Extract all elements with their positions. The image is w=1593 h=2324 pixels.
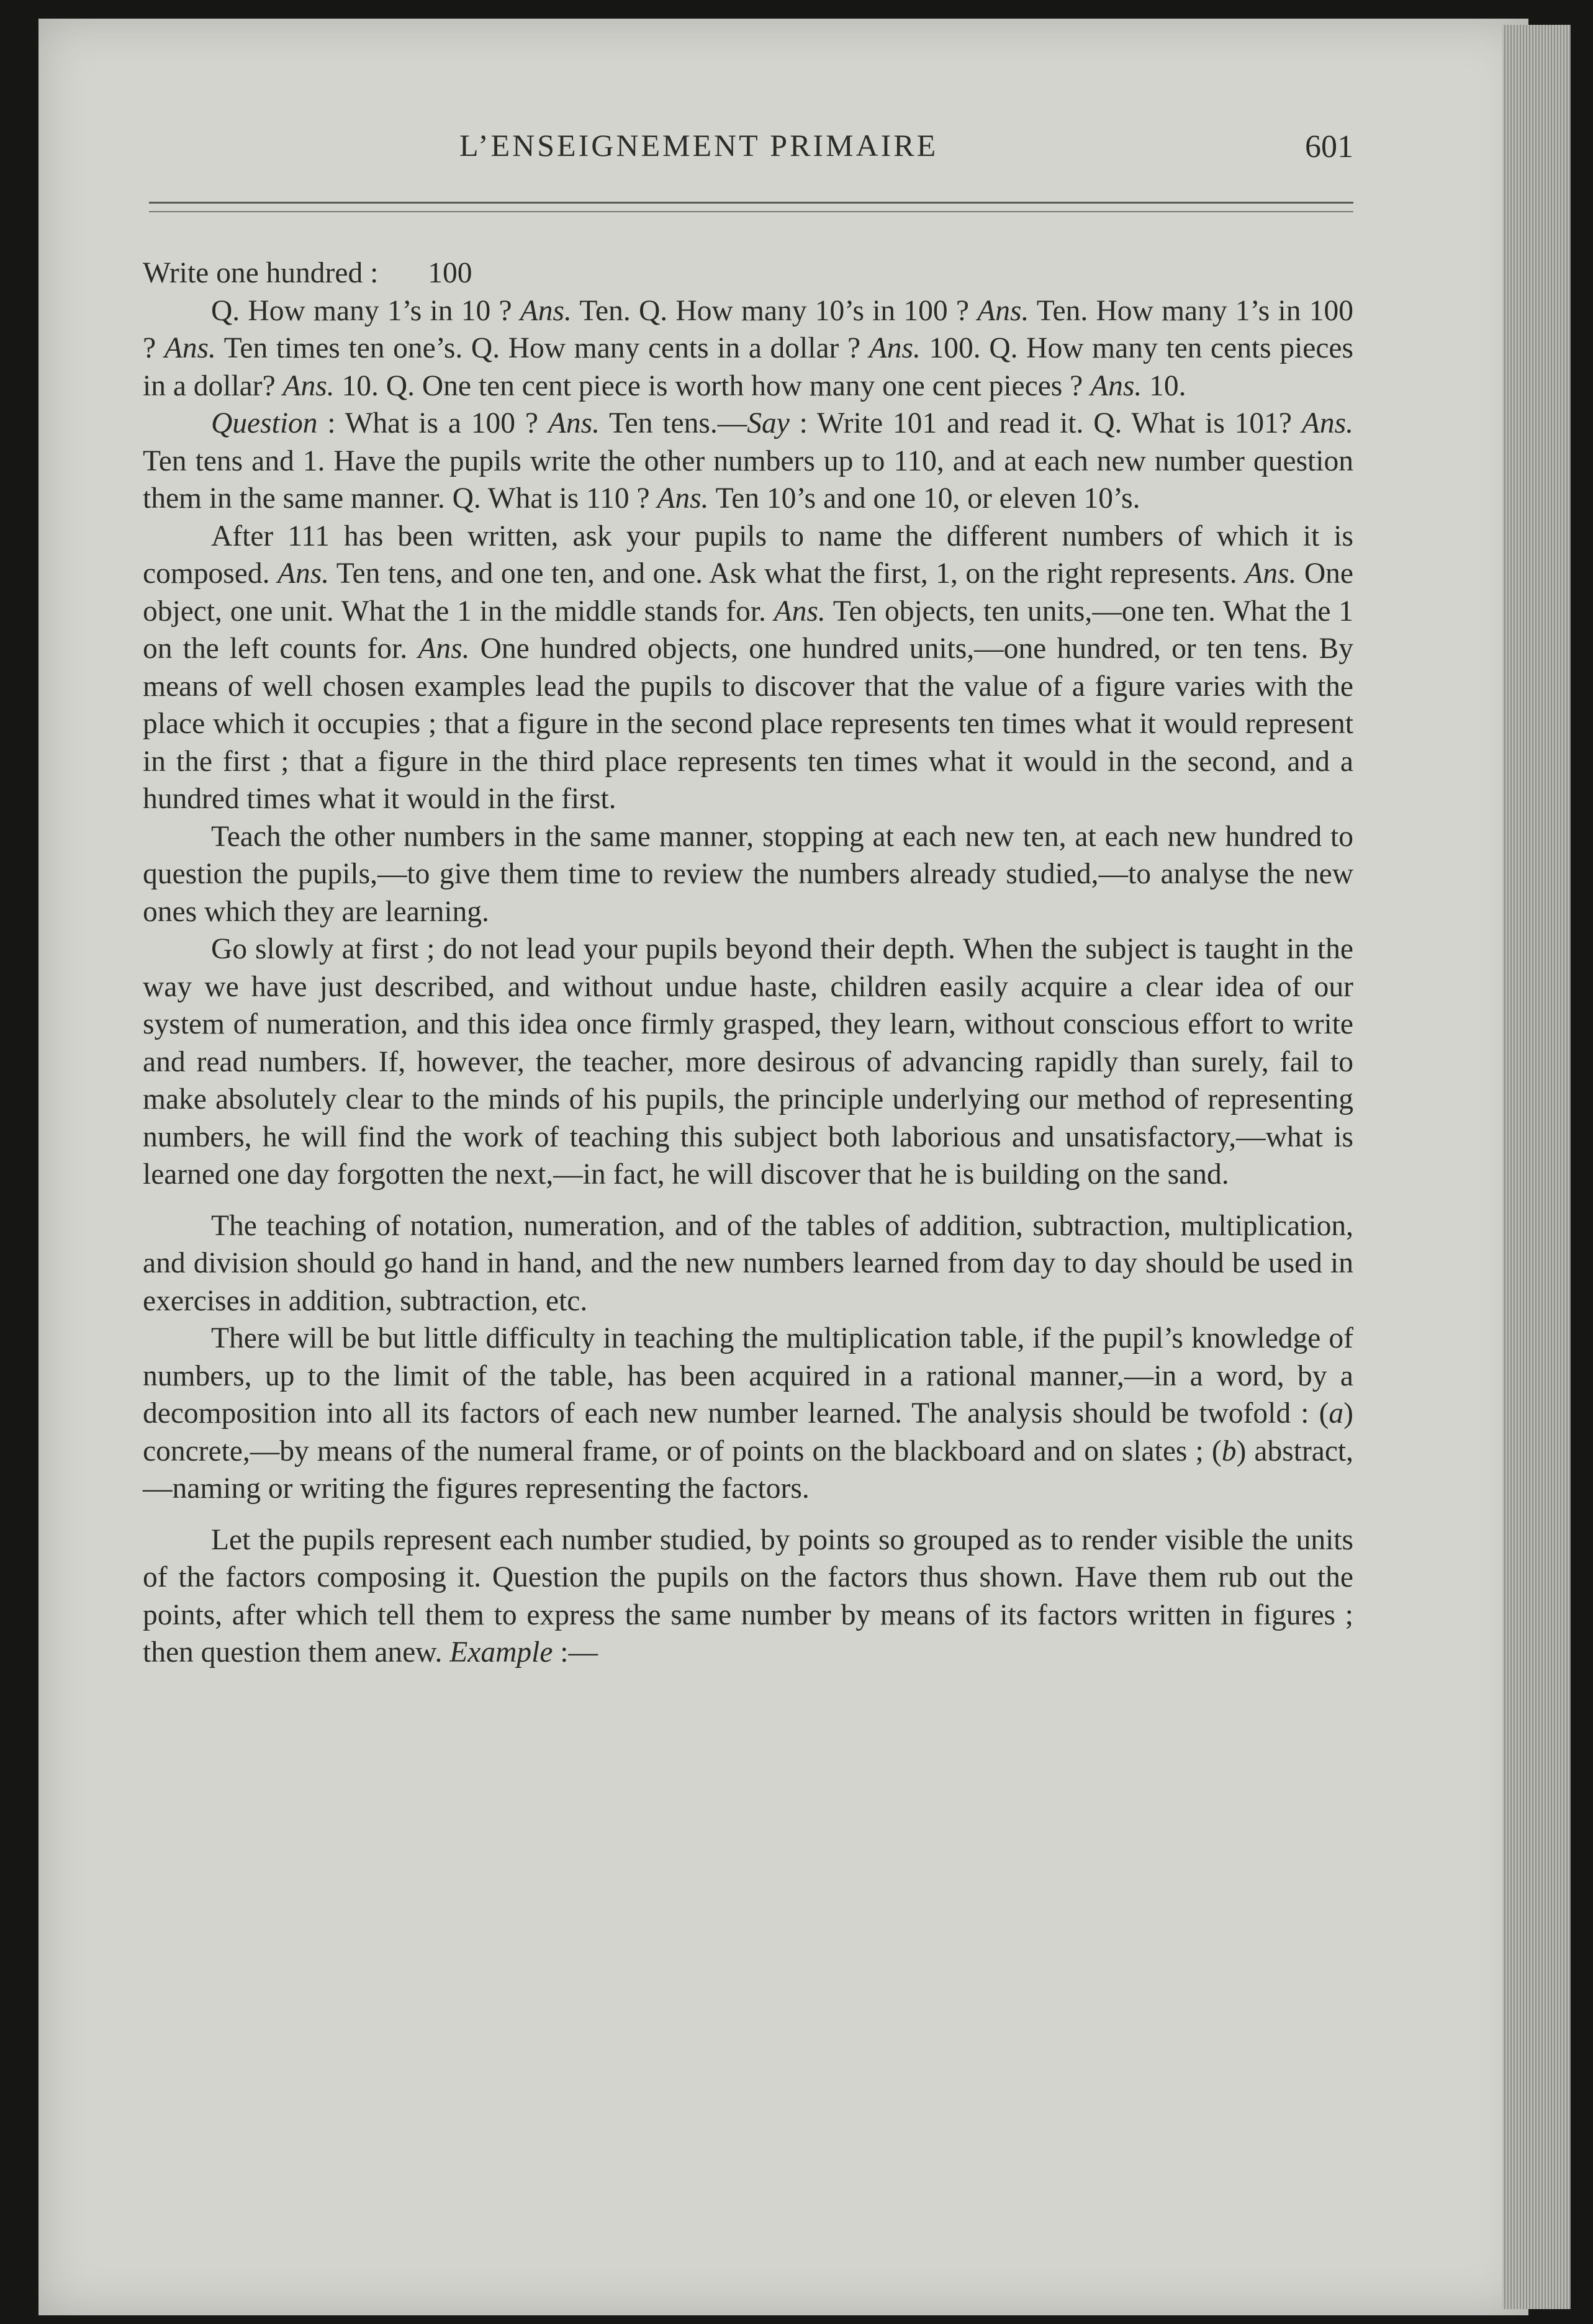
text-run: One object, one unit. What the 1 in the middle stands for. [143,557,1353,628]
text-run: One hundred objects, one hundred units,—one hundred, or ten tens. By means of well chosen examples lead the pupils to discover that the value of a figure varies with the place which it occupies ; that a figure in the second place represents ten times what it would represent in the first ; that a figure in the third place represents ten times what it would in the second, and a hundred times what it would in the first. [143,633,1353,815]
body-text [143,254,1353,1672]
item-letter: b [1221,1434,1237,1467]
paragraph-5: Go slowly at first ; do not lead your pupils beyond their depth. When the subject is taught in the way we have just described, and without undue haste, children easily acquire a clear idea of our system of numeration, and this idea once firmly grasped, they learn, without conscious effort to write and read numbers. If, however, the teacher, more desirous of advancing rapidly than surely, fail to make absolutely clear to the minds of his pupils, the principle underlying our method of representing numbers, he will find the work of teaching this subject both laborious and unsatisfactory,—what is learned one day forgotten the next,—in fact, he will discover that he is building on the sand. [143,933,1353,1191]
text-run: After 111 has been written, ask your pupils to name the different numbers of which it is composed. [143,520,1353,590]
text-run: Let the pupils represent each number studied, by points so grouped as to render visible the units of the factors composing it. Question the pupils on the factors thus shown. Have them rub out the points, after which tell them to express the same number by means of its factors written in figures ; then question them anew. [143,1523,1353,1669]
page-header [137,127,1353,177]
item-letter: a [1329,1397,1344,1430]
ans-label: Ans. [869,332,921,364]
text-run: Q. How many 1’s in 10 ? [211,294,520,327]
ans-label: Ans. [548,407,600,439]
header-rule [149,202,1353,204]
text-run: ) abstract,—naming or writing the figures representing the factors. [143,1434,1354,1505]
text-run: There will be but little difficulty in teaching the multiplication table, if the pupil’s knowledge of numbers, up to the limit of the table, has been acquired in a rational manner,—in a word, by a decomposition into all its factors of each new number learned. The analysis should be twofold : ( [143,1322,1353,1430]
ans-label: Ans. [520,294,572,327]
paragraph-4: Teach the other numbers in the same manner, stopping at each new ten, at each new hundred to question the pupils,—to give them time to review the numbers already studied,—to analyse the new ones which they are learning. [143,820,1353,928]
write-label: Write one hundred : [143,257,379,289]
ans-label: Ans. [164,332,216,364]
text-run: Ten objects, ten units,—one ten. What the 1 on the left counts for. [143,595,1353,665]
example-label: Example [449,1636,553,1669]
write-instruction [143,254,1353,292]
ans-label: Ans. [282,369,335,402]
text-run: Ten tens and 1. Have the pupils write the other numbers up to 110, and at each new number question them in the same manner. Q. What is 110 ? [143,444,1353,515]
text-run: : What is a 100 ? [317,407,548,439]
text-run: : Write 101 and read it. Q. What is 101? [789,407,1302,439]
text-run: Ten tens.— [599,407,747,439]
paragraph-6: The teaching of notation, numeration, and of the tables of addition, subtraction, multiplication, and division should go hand in hand, and the new numbers learned from day to day should be used in exercises in addition, subtraction, etc. [143,1209,1353,1317]
paragraph-3 [143,518,1353,818]
paragraph-8 [143,1521,1353,1672]
text-run: ) concrete,—by means of the numeral frame, or of points on the blackboard and on slates ; ( [143,1397,1353,1467]
paragraph-7 [143,1320,1353,1508]
page-edges [1502,25,1571,2309]
paragraph-2 [143,405,1353,518]
text-run: :— [553,1636,598,1669]
ans-label: Ans. [774,595,826,628]
question-label: Question [211,407,318,439]
say-label: Say [747,407,790,439]
running-title: L’ENSEIGNEMENT PRIMAIRE [459,128,939,163]
ans-label: Ans. [1090,369,1142,402]
text-run: Ten. How many 1’s in 100 ? [143,294,1353,364]
text-run: 10. [1142,369,1186,402]
ans-label: Ans. [1245,557,1297,590]
text-run: Ten times ten one’s. Q. How many cents in a dollar ? [215,332,869,364]
header-rule-thin [149,211,1353,212]
ans-label: Ans. [977,294,1029,327]
text-run: 100. Q. How many ten cents pieces in a dollar? [143,332,1353,402]
page-number: 601 [1305,129,1353,164]
text-run: Ten. Q. How many 10’s in 100 ? [571,294,978,327]
ans-label: Ans. [278,557,330,590]
text-run: Ten tens, and one ten, and one. Ask what the first, 1, on the right represents. [329,557,1245,590]
ans-label: Ans. [657,482,709,515]
text-run: Ten 10’s and one 10, or eleven 10’s. [708,482,1140,515]
write-number: 100 [428,257,472,289]
text-run: 10. Q. One ten cent piece is worth how many one cent pieces ? [334,369,1091,402]
paragraph-1 [143,292,1353,405]
ans-label: Ans. [1301,407,1353,439]
ans-label: Ans. [418,633,470,665]
